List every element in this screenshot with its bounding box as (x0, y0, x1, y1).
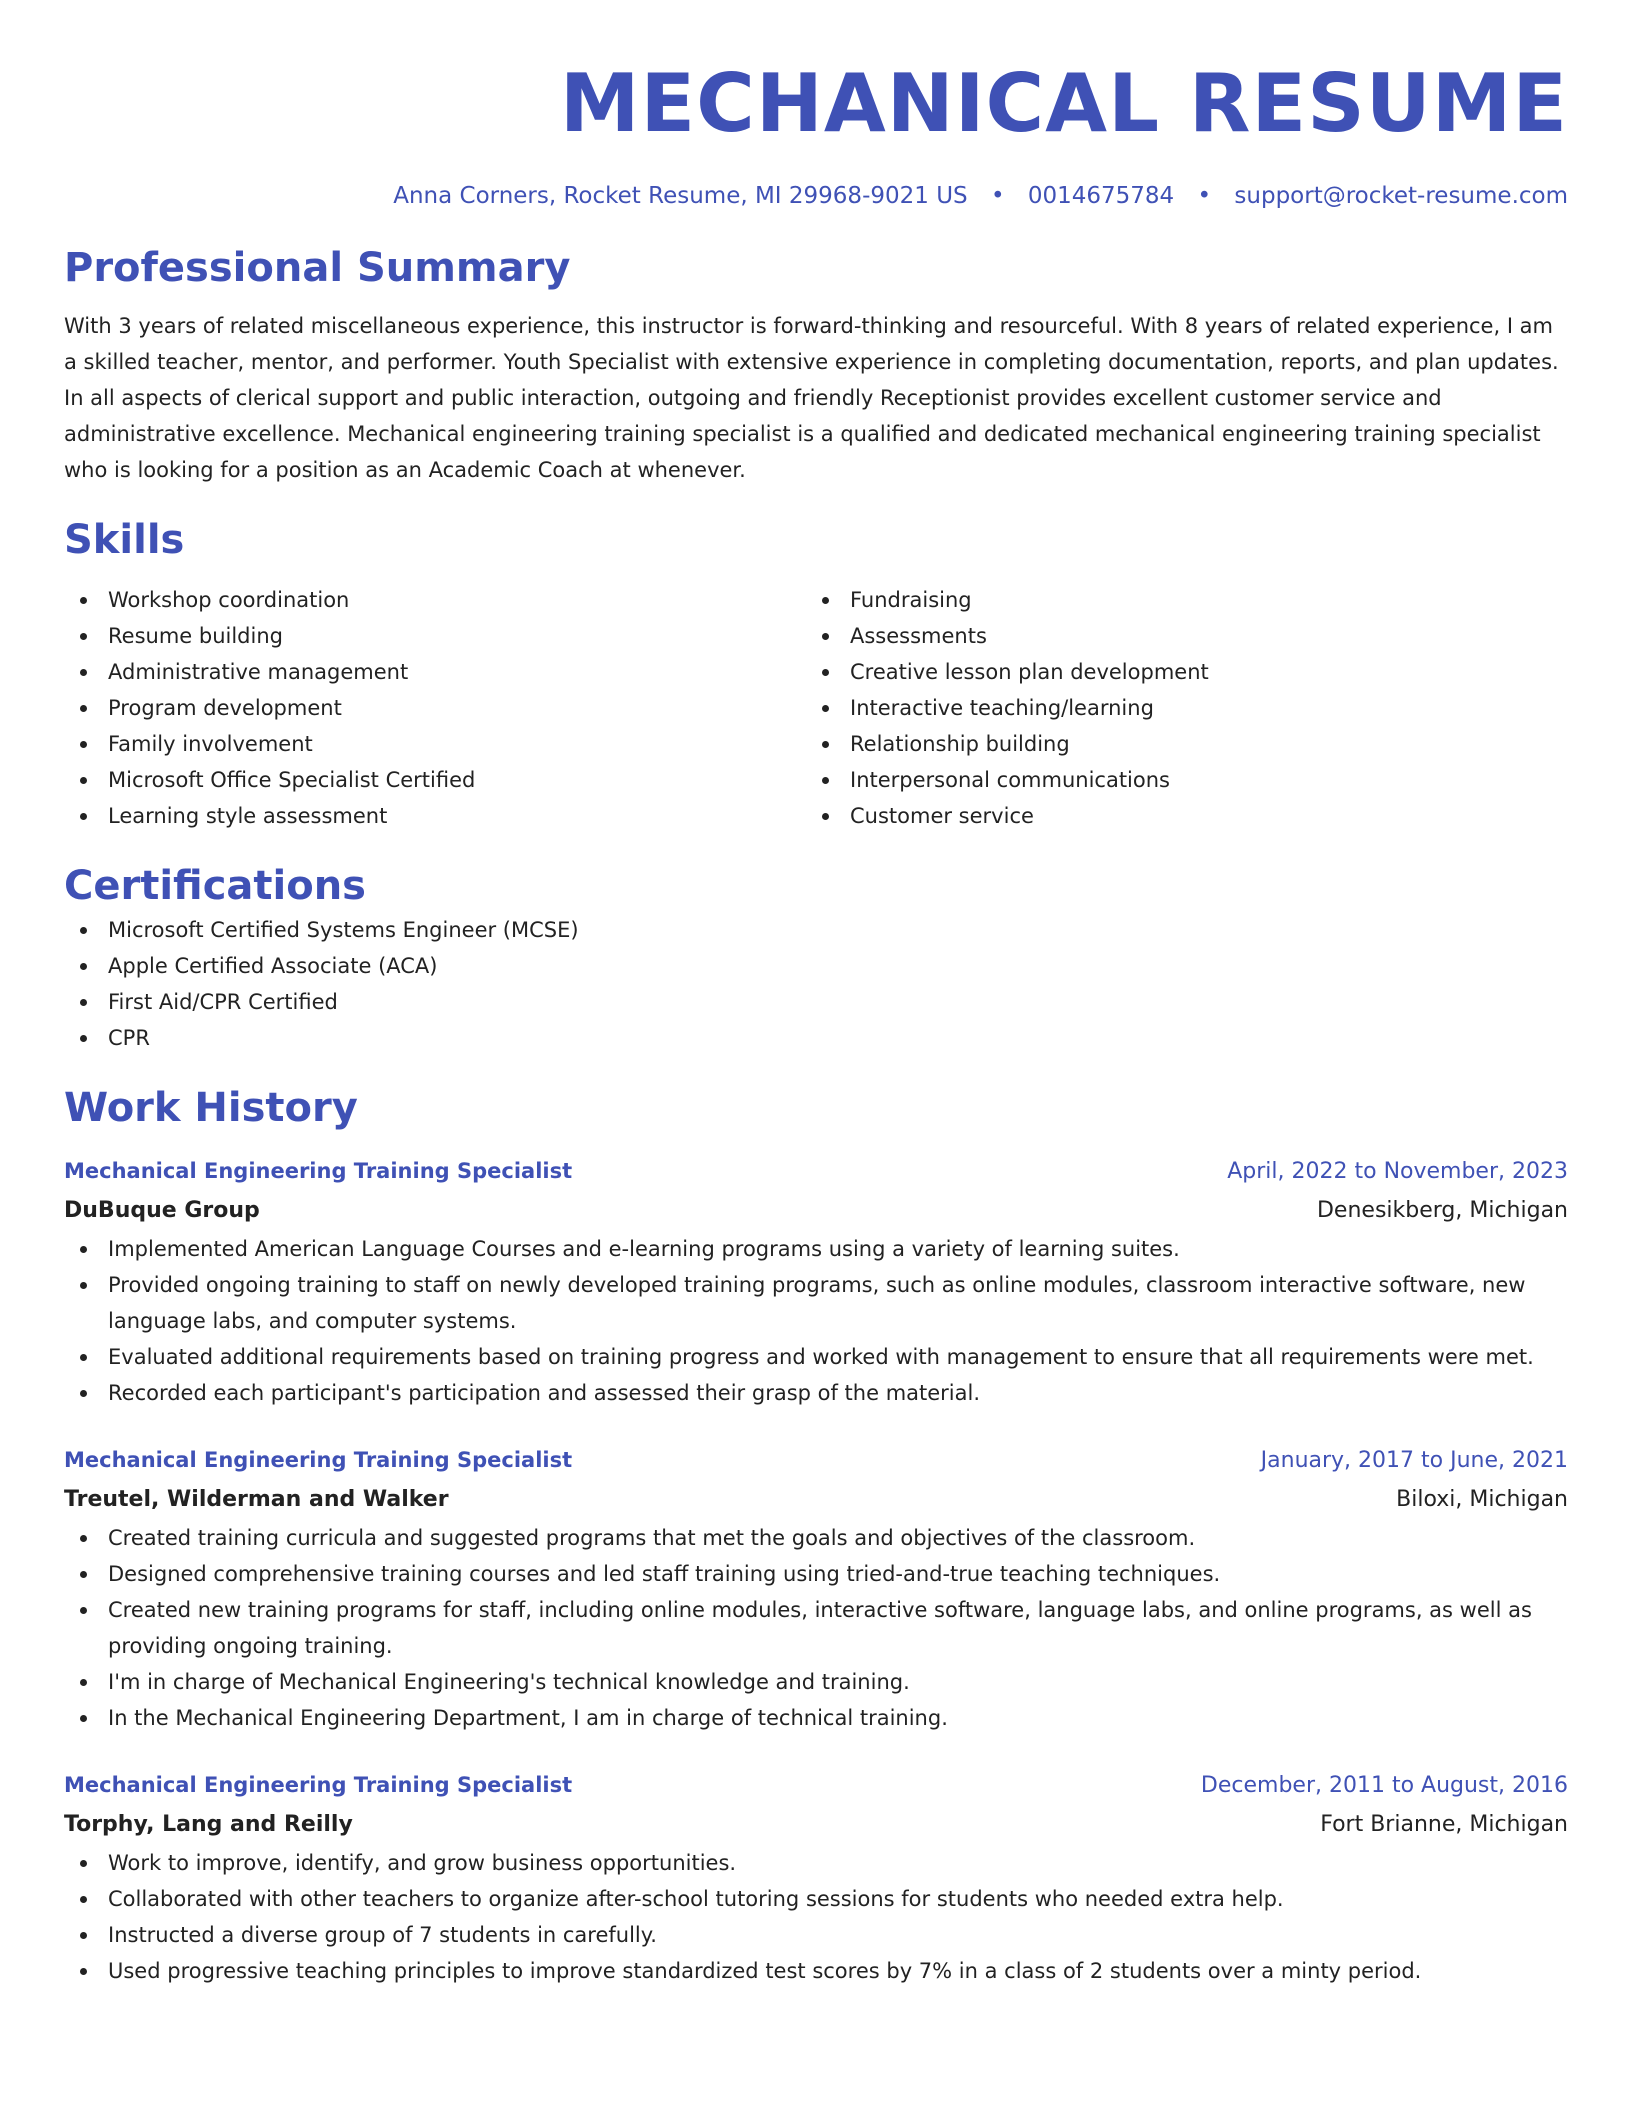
skill-item: Family involvement (64, 726, 806, 762)
job-bullet: Work to improve, identify, and grow business opportunities. (64, 1845, 1568, 1881)
certifications-section (64, 860, 1568, 1056)
job-location: Denesikberg, Michigan (1316, 1198, 1568, 1223)
job-bullet: Used progressive teaching principles to improve standardized test scores by 7% in a class of 2 students over a minty period. (64, 1953, 1568, 1989)
job-bullet: Recorded each participant's participation and assessed their grasp of the material. (64, 1375, 1568, 1411)
contact-phone: 0014675784 (1027, 183, 1175, 209)
job-location: Fort Brianne, Michigan (1320, 1812, 1568, 1837)
job-bullet: Created new training programs for staff, including online modules, interactive software, language labs, and online programs, as well as providing ongoing training. (64, 1592, 1568, 1664)
contact-separator: • (1197, 183, 1212, 209)
work-history-heading: Work History (64, 1085, 358, 1131)
certification-item: CPR (64, 1020, 1568, 1056)
job-entry (64, 1766, 1568, 1989)
skills-section (64, 514, 1568, 834)
skill-item: Relationship building (806, 726, 1548, 762)
skill-item: Microsoft Office Specialist Certified (64, 762, 806, 798)
skills-heading: Skills (64, 517, 185, 563)
skill-item: Interpersonal communications (806, 762, 1548, 798)
job-company-row (64, 1191, 1568, 1231)
job-title: Mechanical Engineering Training Specialist (64, 1448, 573, 1472)
skill-item: Workshop coordination (64, 582, 806, 618)
job-company-row (64, 1480, 1568, 1520)
job-bullet: Evaluated additional requirements based on training progress and worked with management to ensure that all requirements were met. (64, 1339, 1568, 1375)
job-title: Mechanical Engineering Training Specialist (64, 1159, 573, 1183)
job-bullet: In the Mechanical Engineering Department, I am in charge of technical training. (64, 1700, 1568, 1736)
job-company: DuBuque Group (64, 1198, 260, 1223)
skills-column-left (64, 582, 806, 834)
skills-grid (64, 582, 1568, 834)
skills-column-right (806, 582, 1548, 834)
skill-item: Program development (64, 690, 806, 726)
job-title: Mechanical Engineering Training Specialist (64, 1773, 573, 1797)
skill-item: Interactive teaching/learning (806, 690, 1548, 726)
job-header-row (64, 1766, 1568, 1805)
job-company: Treutel, Wilderman and Walker (64, 1487, 449, 1512)
job-company-row (64, 1805, 1568, 1845)
job-company: Torphy, Lang and Reilly (64, 1812, 353, 1837)
certifications-heading: Certifications (64, 863, 366, 909)
certification-item: Apple Certified Associate (ACA) (64, 948, 1568, 984)
skill-item: Administrative management (64, 654, 806, 690)
job-dates: April, 2022 to November, 2023 (1227, 1159, 1568, 1184)
job-bullet: I'm in charge of Mechanical Engineering's technical knowledge and training. (64, 1664, 1568, 1700)
summary-text: With 3 years of related miscellaneous experience, this instructor is forward-thinking and resourceful. With 8 years of related experience, I am a skilled teacher, mentor, and performer. Youth Specialist with extensive experience in completing documentation, reports, and plan updates. In all aspects of clerical support and public interaction, outgoing and friendly Receptionist provides excellent customer service and administrative excellence. Mechanical engineering training specialist is a qualified and dedicated mechanical engineering training specialist who is looking for a position as an Academic Coach at whenever. (64, 314, 1559, 482)
job-bullet-list (64, 1845, 1568, 1989)
job-bullet: Instructed a diverse group of 7 students in carefully. (64, 1917, 1568, 1953)
job-dates: December, 2011 to August, 2016 (1200, 1773, 1568, 1798)
work-history-section (64, 1082, 1568, 1989)
certification-item: Microsoft Certified Systems Engineer (MCSE) (64, 912, 1568, 948)
skill-item: Learning style assessment (64, 798, 806, 834)
skill-item: Assessments (806, 618, 1548, 654)
job-dates: January, 2017 to June, 2021 (1260, 1448, 1568, 1473)
skill-item: Fundraising (806, 582, 1548, 618)
job-entry (64, 1441, 1568, 1736)
job-bullet: Designed comprehensive training courses and led staff training using tried-and-true teaching techniques. (64, 1556, 1568, 1592)
certifications-list (64, 912, 1568, 1056)
summary-section (64, 242, 1568, 488)
job-bullet: Created training curricula and suggested programs that met the goals and objectives of the classroom. (64, 1520, 1568, 1556)
job-location: Biloxi, Michigan (1396, 1487, 1568, 1512)
job-bullet-list (64, 1520, 1568, 1736)
job-entry (64, 1152, 1568, 1411)
skill-item: Customer service (806, 798, 1548, 834)
job-header-row (64, 1441, 1568, 1480)
job-header-row (64, 1152, 1568, 1191)
skills-list-left (64, 582, 806, 834)
resume-title: MECHANICAL RESUME (559, 57, 1568, 150)
contact-line (64, 180, 1568, 212)
skill-item: Creative lesson plan development (806, 654, 1548, 690)
skills-list-right (806, 582, 1548, 834)
job-bullet: Implemented American Language Courses and e-learning programs using a variety of learning suites. (64, 1231, 1568, 1267)
skill-item: Resume building (64, 618, 806, 654)
contact-email[interactable]: support@rocket-resume.com (1234, 183, 1568, 209)
job-bullet: Collaborated with other teachers to organize after-school tutoring sessions for students who needed extra help. (64, 1881, 1568, 1917)
summary-heading: Professional Summary (64, 245, 571, 291)
job-bullet-list (64, 1231, 1568, 1411)
contact-separator: • (990, 183, 1005, 209)
resume-page (64, 0, 1568, 1989)
job-bullet: Provided ongoing training to staff on newly developed training programs, such as online modules, classroom interactive software, new language labs, and computer systems. (64, 1267, 1568, 1339)
contact-address: Anna Corners, Rocket Resume, MI 29968-9021 US (393, 183, 968, 209)
certification-item: First Aid/CPR Certified (64, 984, 1568, 1020)
